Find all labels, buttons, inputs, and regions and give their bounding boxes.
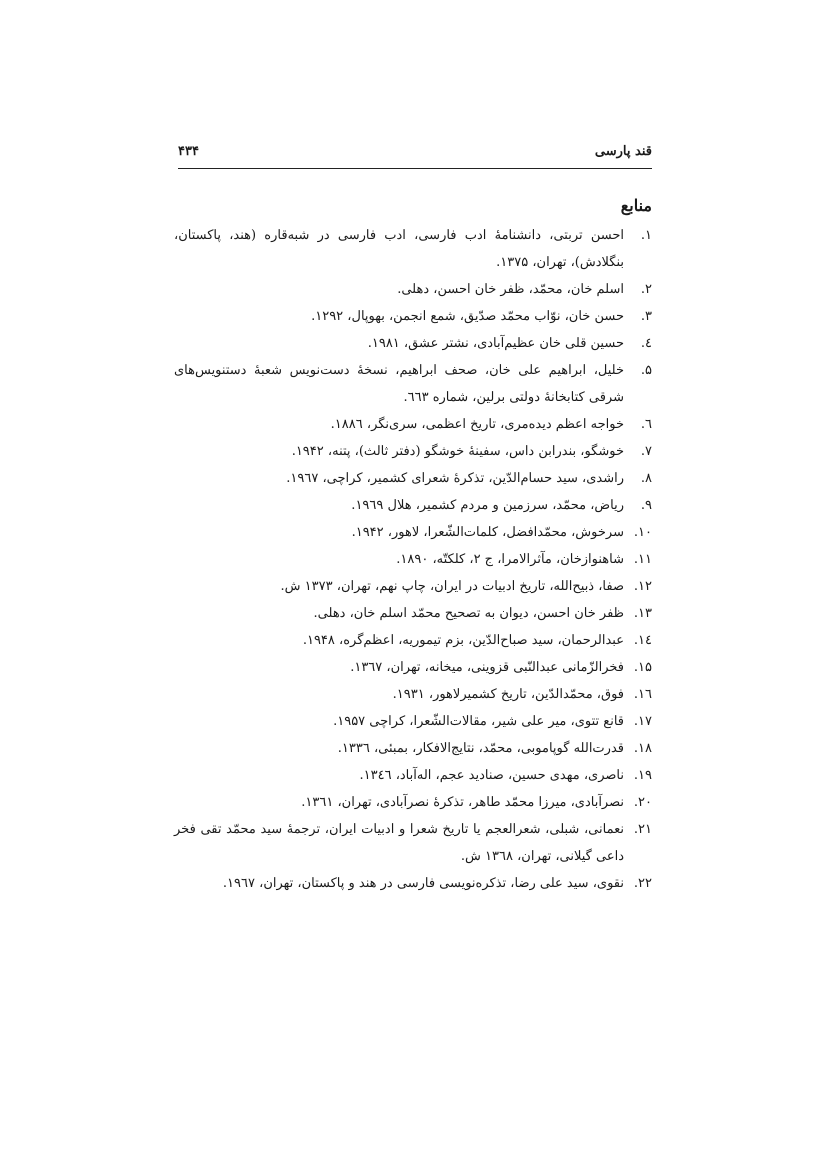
reference-number: ۵. bbox=[640, 363, 652, 378]
reference-item bbox=[174, 276, 652, 303]
reference-item bbox=[174, 816, 652, 870]
reference-number: ۸. bbox=[640, 471, 652, 486]
reference-number: ۱۳. bbox=[633, 606, 652, 621]
running-title: قند پارسی bbox=[594, 144, 652, 159]
reference-text: نعمانی، شبلی، شعرالعجم یا تاریخ شعرا و ادبیات ایران، ترجمهٔ سید محمّد تقی فخر داعی گیلانی، تهران، ۱۳٦۸ ش. bbox=[174, 822, 624, 864]
reference-number: ۲. bbox=[640, 282, 652, 297]
reference-number: ۱. bbox=[640, 228, 652, 243]
reference-text: سرخوش، محمّدافضل، کلمات‌الشّعرا، لاهور، ۱۹۴۲. bbox=[351, 525, 624, 540]
reference-number: ۱۰. bbox=[633, 525, 652, 540]
reference-item bbox=[174, 438, 652, 465]
reference-number: ۱۷. bbox=[633, 714, 652, 729]
reference-item bbox=[174, 411, 652, 438]
reference-text: فوق، محمّدالدّین، تاریخ کشمیرلاهور، ۱۹۳۱. bbox=[392, 687, 624, 702]
reference-number: ۱٦. bbox=[633, 687, 652, 702]
reference-number: ٤. bbox=[640, 336, 652, 351]
reference-text: قدرت‌الله گوپاموبی، محمّد، نتایج‌الافکار، بمبئی، ۱۳۳٦. bbox=[337, 741, 624, 756]
reference-text: راشدی، سید حسام‌الدّین، تذکرهٔ شعرای کشمیر، کراچی، ۱۹٦۷. bbox=[286, 471, 624, 486]
reference-text: ظفر خان احسن، دیوان به تصحیح محمّد اسلم خان، دهلی. bbox=[313, 606, 624, 621]
reference-text: فخرالزّمانی عبدالنّبی قزوینی، میخانه، تهران، ۱۳٦۷. bbox=[350, 660, 624, 675]
reference-text: اسلم خان، محمّد، ظفر خان احسن، دهلی. bbox=[397, 282, 624, 297]
reference-item bbox=[174, 465, 652, 492]
reference-text: ریاض، محمّد، سرزمین و مردم کشمیر، هلال ۱۹٦۹. bbox=[351, 498, 624, 513]
reference-item bbox=[174, 870, 652, 897]
reference-number: ۲۲. bbox=[633, 876, 652, 891]
reference-item bbox=[174, 654, 652, 681]
reference-text: نصرآبادی، میرزا محمّد طاهر، تذکرهٔ نصرآبادی، تهران، ۱۳٦۱. bbox=[301, 795, 624, 810]
reference-number: ۱۸. bbox=[633, 741, 652, 756]
reference-number: ۹. bbox=[640, 498, 652, 513]
reference-item bbox=[174, 627, 652, 654]
reference-text: احسن تربتی، دانشنامهٔ ادب فارسی، ادب فارسی در شبه‌قاره (هند، پاکستان، بنگلادش)، تهران، ۱۳۷۵. bbox=[174, 228, 624, 270]
reference-text: صفا، ذبیح‌الله، تاریخ ادبیات در ایران، چاپ نهم، تهران، ۱۳۷۳ ش. bbox=[280, 579, 624, 594]
reference-item bbox=[174, 357, 652, 411]
reference-item bbox=[174, 303, 652, 330]
reference-number: ۱۱. bbox=[633, 552, 652, 567]
reference-text: شاهنوازخان، مآثرالامرا، ج ۲، کلکتّه، ۱۸۹۰. bbox=[396, 552, 624, 567]
reference-text: خلیل، ابراهیم علی خان، صحف ابراهیم، نسخهٔ دست‌نویس شعبهٔ دستنویس‌های شرقی کتابخانهٔ دولتی برلین، شماره ٦٦٣. bbox=[174, 363, 624, 405]
reference-item bbox=[174, 708, 652, 735]
reference-item bbox=[174, 573, 652, 600]
reference-number: ۲۰. bbox=[633, 795, 652, 810]
reference-item bbox=[174, 519, 652, 546]
reference-text: نقوی، سید علی رضا، تذکره‌نویسی فارسی در هند و پاکستان، تهران، ۱۹٦۷. bbox=[222, 876, 624, 891]
reference-number: ۱۹. bbox=[633, 768, 652, 783]
reference-item bbox=[174, 600, 652, 627]
running-header bbox=[178, 144, 652, 169]
reference-number: ٦. bbox=[640, 417, 652, 432]
reference-list bbox=[174, 222, 652, 897]
reference-text: ناصری، مهدی حسین، صنادید عجم، اله‌آباد، ۱۳٤٦. bbox=[359, 768, 624, 783]
reference-number: ۳. bbox=[640, 309, 652, 324]
reference-number: ۱٤. bbox=[633, 633, 652, 648]
reference-number: ۲۱. bbox=[633, 822, 652, 837]
section-heading: منابع bbox=[620, 196, 652, 215]
reference-number: ۱۲. bbox=[633, 579, 652, 594]
reference-text: حسین قلی خان عظیم‌آبادی، نشتر عشق، ۱۹۸۱. bbox=[367, 336, 624, 351]
reference-text: خوشگو، بندرابن داس، سفینهٔ خوشگو (دفتر ثالث)، پتنه، ۱۹۴۲. bbox=[291, 444, 624, 459]
reference-item bbox=[174, 762, 652, 789]
reference-text: عبدالرحمان، سید صباح‌الدّین، بزم تیموریه، اعظم‌گره، ۱۹۴۸. bbox=[302, 633, 624, 648]
reference-item bbox=[174, 735, 652, 762]
reference-item bbox=[174, 222, 652, 276]
reference-item bbox=[174, 681, 652, 708]
reference-item bbox=[174, 330, 652, 357]
reference-item bbox=[174, 546, 652, 573]
reference-number: ۷. bbox=[640, 444, 652, 459]
reference-number: ۱۵. bbox=[633, 660, 652, 675]
reference-item bbox=[174, 789, 652, 816]
page-number: ۴۳۴ bbox=[178, 144, 199, 159]
reference-text: خواجه اعظم دیده‌مری، تاریخ اعظمی، سری‌نگر، ۱۸۸٦. bbox=[330, 417, 624, 432]
reference-text: حسن خان، نوّاب محمّد صدّیق، شمع انجمن، بهوپال، ۱۲۹۲. bbox=[311, 309, 624, 324]
reference-text: قانع تتوی، میر علی شیر، مقالات‌الشّعرا، کراچی ۱۹۵۷. bbox=[333, 714, 624, 729]
reference-item bbox=[174, 492, 652, 519]
